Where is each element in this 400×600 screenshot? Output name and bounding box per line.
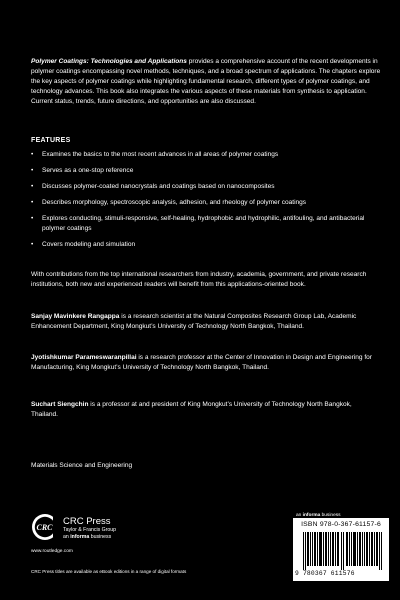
author-name: Sanjay Mavinkere Rangappa	[31, 313, 120, 320]
feature-item: • Discusses polymer-coated nanocrystals and coatings based on nanocomposites	[31, 183, 275, 190]
bullet-icon: •	[31, 151, 34, 158]
author-description: is a research scientist at the Natural Composites Research Group Lab, Academic Enhancement Department, King Mongkut’s University of Technology North Bangkok, Thailand.	[31, 313, 357, 331]
isbn-text: ISBN 978-0-367-61157-6	[301, 521, 381, 528]
contributions-text: With contributions from the top international researchers from industry, academia, government, and private research institutions, both new and experienced readers will benefit from this applications-oriented book.	[31, 271, 367, 289]
bullet-icon: •	[31, 215, 34, 222]
features-list	[31, 150, 376, 256]
logo-text: CRC	[36, 522, 53, 532]
features-heading: FEATURES	[31, 137, 71, 144]
feature-item: • Covers modeling and simulation	[31, 241, 136, 248]
publisher-block	[63, 516, 116, 541]
publisher-url: www.routledge.com	[31, 549, 73, 554]
bullet-icon: •	[31, 183, 34, 190]
barcode-icon	[303, 532, 383, 570]
barcode-number: 9 780367 611576	[295, 570, 355, 577]
publisher-name: CRC Press	[63, 516, 111, 527]
author-bio	[31, 312, 376, 332]
informa-label: an informa business	[296, 513, 341, 518]
feature-item: • Serves as a one-stop reference	[31, 167, 134, 174]
feature-item: • Examines the basics to the most recent advances in all areas of polymer coatings	[31, 151, 279, 158]
author-name: Suchart Siengchin	[31, 401, 89, 408]
book-title: Polymer Coatings: Technologies and Applications	[31, 58, 187, 65]
book-description	[31, 57, 381, 107]
bullet-icon: •	[31, 199, 34, 206]
ebook-note: CRC Press titles are available as eBook editions in a range of digital formats	[31, 569, 187, 574]
feature-item: • Explores conducting, stimuli-responsive, self-healing, hydrophobic and hydrophilic, antifouling, and antibacterial polymer coatings	[31, 215, 365, 232]
bullet-icon: •	[31, 167, 34, 174]
feature-item: • Describes morphology, spectroscopic analysis, adhesion, and rheology of polymer coatings	[31, 199, 307, 206]
publisher-group: Taylor & Francis Group	[63, 527, 117, 533]
description-text: provides a comprehensive account of the recent developments in polymer coatings encompassing novel methods, techniques, and a broad spectrum of applications. The chapters explore the key aspects of polymer coatings while highlighting fundamental research, different types of polymer coatings, and technology advances. This book also integrates the various aspects of these materials from synthesis to application. Current status, trends, future directions, and opportunities are also discussed.	[31, 58, 381, 106]
publisher-business: an informa business	[63, 534, 112, 540]
subject-category: Materials Science and Engineering	[31, 462, 133, 469]
author-bio	[31, 353, 376, 373]
crc-press-logo-icon	[31, 513, 59, 541]
bullet-icon: •	[31, 241, 34, 248]
barcode-panel	[293, 518, 389, 581]
author-bio	[31, 400, 376, 420]
author-description: is a research professor at the Center of Innovation in Design and Engineering for Manufacturing, King Mongkut’s University of Technology North Bangkok, Thailand.	[31, 354, 372, 372]
author-name: Jyotishkumar Parameswaranpillai	[31, 354, 137, 361]
author-description: is a professor at and president of King Mongkut’s University of Technology North Bangkok, Thailand.	[31, 401, 352, 419]
